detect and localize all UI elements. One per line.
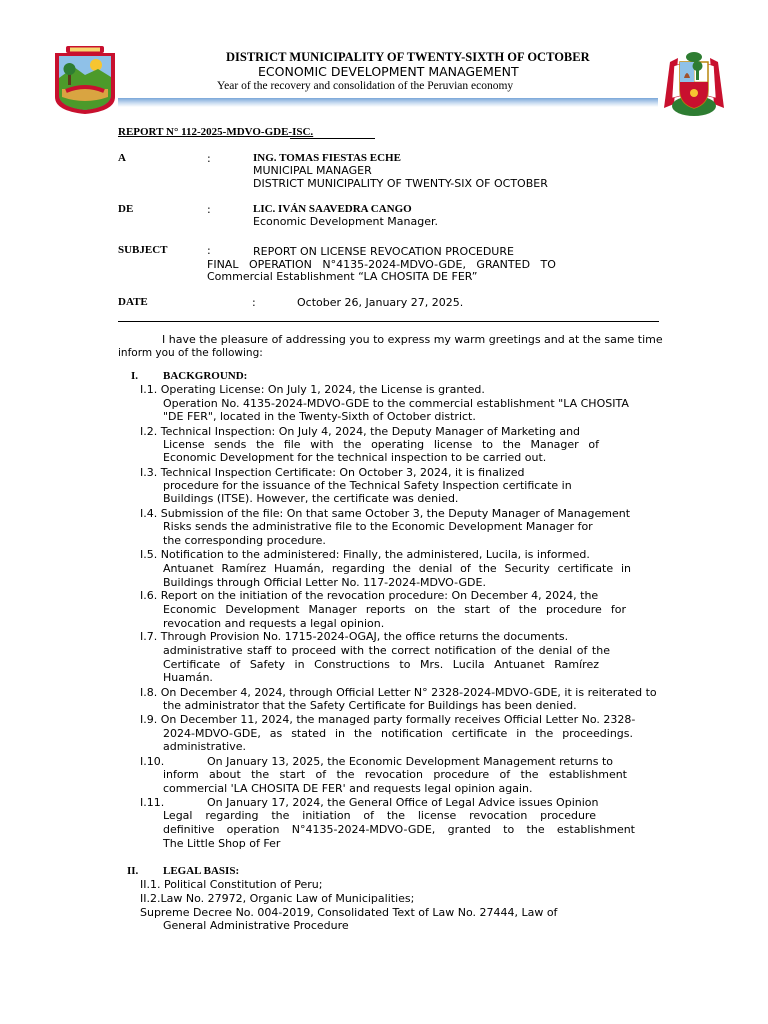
- background-line: I.2. Technical Inspection: On July 4, 2024, the Deputy Manager of Marketing and: [140, 425, 581, 438]
- header-motto: Year of the recovery and consolidation of the Peruvian economy: [217, 80, 514, 92]
- subject-colon: :: [207, 244, 211, 257]
- background-line: the administrator that the Safety Certificate for Buildings has been denied.: [163, 699, 577, 712]
- from-colon: :: [207, 203, 211, 216]
- background-line: On January 17, 2024, the General Office of Legal Advice issues Opinion: [207, 796, 599, 809]
- header-separator: [118, 321, 659, 322]
- background-line: I.1. Operating License: On July 1, 2024, the License is granted.: [140, 383, 485, 396]
- date-label: DATE: [118, 296, 148, 308]
- background-line: administrative staff to proceed with the correct notification of the denial of the: [163, 644, 610, 657]
- legal-basis-line: II.1. Political Constitution of Peru;: [140, 878, 323, 891]
- legal-basis-title: LEGAL BASIS:: [163, 865, 240, 877]
- report-number: REPORT N° 112-2025-MDVO-GDE-ISC.: [118, 126, 314, 138]
- background-line: Certificate of Safety in Constructions to Mrs. Lucila Antuanet Ramírez: [163, 658, 599, 671]
- background-line: procedure for the issuance of the Technical Safety Inspection certificate in: [163, 479, 572, 492]
- background-line: 2024-MDVO-GDE, as stated in the notification certificate in the proceedings.: [163, 727, 633, 740]
- background-line: Operation No. 4135-2024-MDVO-GDE to the commercial establishment "LA CHOSITA: [163, 397, 629, 410]
- background-line: I.11.: [140, 796, 165, 809]
- background-line: Economic Development for the technical inspection to be carried out.: [163, 451, 547, 464]
- background-line: I.3. Technical Inspection Certificate: On October 3, 2024, it is finalized: [140, 466, 525, 479]
- from-line1: Economic Development Manager.: [253, 215, 438, 228]
- background-line: the corresponding procedure.: [163, 534, 326, 547]
- background-line: I.7. Through Provision No. 1715-2024-OGAJ, the office returns the documents.: [140, 630, 569, 643]
- municipal-logo: [52, 45, 118, 115]
- date-colon: :: [252, 296, 256, 309]
- background-line: I.8. On December 4, 2024, through Official Letter N° 2328-2024-MDVO-GDE, it is reiterated to: [140, 686, 657, 699]
- background-line: Legal regarding the initiation of the license revocation procedure: [163, 809, 596, 822]
- background-line: Economic Development Manager reports on the start of the procedure for: [163, 603, 626, 616]
- background-line: Buildings through Official Letter No. 117-2024-MDVO-GDE.: [163, 576, 486, 589]
- intro-line1: I have the pleasure of addressing you to express my warm greetings and at the same time: [162, 333, 663, 346]
- from-label: DE: [118, 203, 134, 215]
- header-subtitle: ECONOMIC DEVELOPMENT MANAGEMENT: [258, 64, 519, 79]
- background-line: License sends the file with the operating license to the Manager of: [163, 438, 599, 451]
- subject-label: SUBJECT: [118, 244, 168, 256]
- to-colon: :: [207, 152, 211, 165]
- legal-basis-number: II.: [127, 865, 139, 877]
- background-line: "DE FER", located in the Twenty-Sixth of October district.: [163, 410, 476, 423]
- background-line: I.6. Report on the initiation of the revocation procedure: On December 4, 2024, the: [140, 589, 599, 602]
- background-line: Buildings (ITSE). However, the certificate was denied.: [163, 492, 459, 505]
- legal-basis-line: Supreme Decree No. 004-2019, Consolidated Text of Law No. 27444, Law of: [140, 906, 558, 919]
- background-line: The Little Shop of Fer: [163, 837, 281, 850]
- background-line: I.4. Submission of the file: On that same October 3, the Deputy Manager of Management: [140, 507, 631, 520]
- background-line: inform about the start of the revocation procedure of the establishment: [163, 768, 627, 781]
- header-divider-band: [118, 98, 658, 107]
- peru-coat-of-arms: [660, 48, 728, 120]
- legal-basis-line: General Administrative Procedure: [163, 919, 349, 932]
- background-line: On January 13, 2025, the Economic Development Management returns to: [207, 755, 614, 768]
- date-value: October 26, January 27, 2025.: [297, 296, 464, 309]
- to-label: A: [118, 152, 126, 164]
- background-line: I.9. On December 11, 2024, the managed party formally receives Official Letter No. 2328-: [140, 713, 636, 726]
- background-line: commercial 'LA CHOSITA DE FER' and requests legal opinion again.: [163, 782, 533, 795]
- subject-line2: FINAL OPERATION N°4135-2024-MDVO-GDE, GRANTED TO: [207, 258, 556, 271]
- to-line2: DISTRICT MUNICIPALITY OF TWENTY-SIX OF OCTOBER: [253, 177, 548, 190]
- background-line: I.10.: [140, 755, 165, 768]
- legal-basis-line: II.2.Law No. 27972, Organic Law of Municipalities;: [140, 892, 415, 905]
- subject-line3: Commercial Establishment “LA CHOSITA DE FER”: [207, 270, 478, 283]
- background-line: Risks sends the administrative file to the Economic Development Manager for: [163, 520, 593, 533]
- subject-line1: REPORT ON LICENSE REVOCATION PROCEDURE: [253, 245, 514, 258]
- background-number: I.: [131, 370, 139, 382]
- to-name: ING. TOMAS FIESTAS ECHE: [253, 152, 401, 164]
- background-line: Huamán.: [163, 671, 213, 684]
- header-title: DISTRICT MUNICIPALITY OF TWENTY-SIXTH OF OCTOBER: [226, 50, 590, 64]
- background-line: I.5. Notification to the administered: Finally, the administered, Lucila, is informed.: [140, 548, 590, 561]
- background-line: administrative.: [163, 740, 246, 753]
- background-line: Antuanet Ramírez Huamán, regarding the denial of the Security certificate in: [163, 562, 631, 575]
- to-line1: MUNICIPAL MANAGER: [253, 164, 372, 177]
- report-number-underline: [290, 138, 375, 139]
- background-line: definitive operation N°4135-2024-MDVO-GDE, granted to the establishment: [163, 823, 635, 836]
- intro-line2: inform you of the following:: [118, 347, 263, 359]
- from-name: LIC. IVÁN SAAVEDRA CANGO: [253, 203, 412, 215]
- background-line: revocation and requests a legal opinion.: [163, 617, 385, 630]
- background-title: BACKGROUND:: [163, 370, 248, 382]
